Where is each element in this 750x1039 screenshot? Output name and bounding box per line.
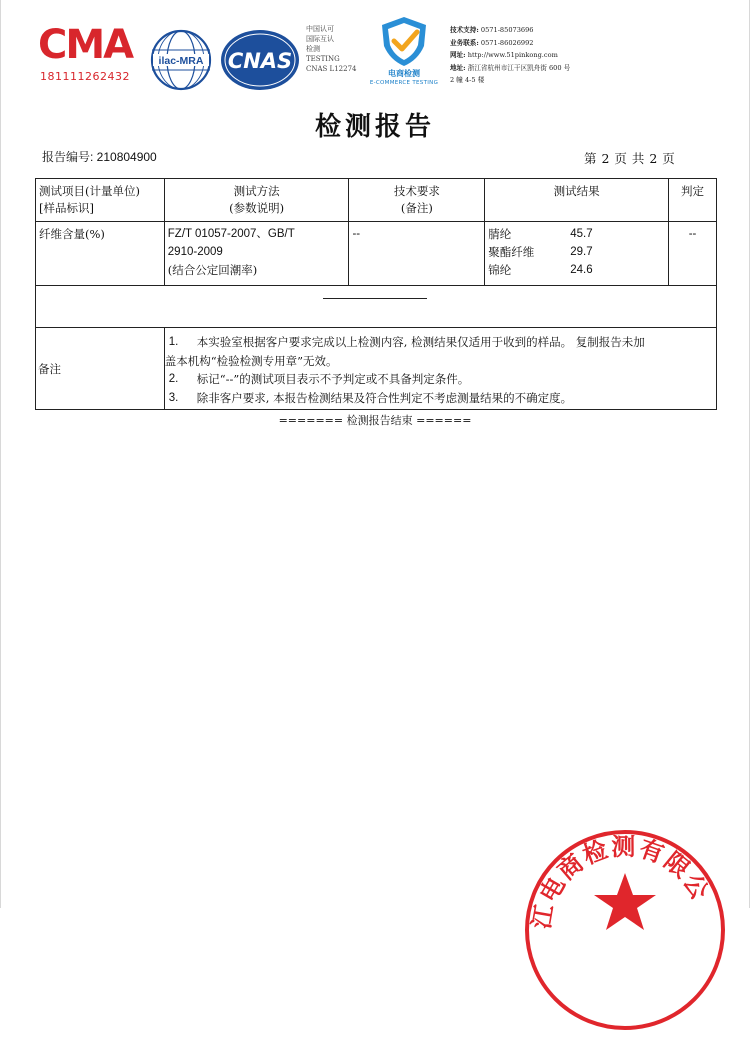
- note-line: 1. 本实验室根据客户要求完成以上检测内容, 检测结果仅适用于收到的样品。 复制报告未加: [168, 335, 645, 349]
- row-requirement: --: [349, 222, 485, 286]
- cnas-logo: [219, 28, 301, 92]
- cnas-line: CNAS L12274: [306, 65, 357, 73]
- seal-text: 江电商检测有限公: [526, 831, 716, 931]
- table-notes-row: [36, 328, 717, 410]
- page-indicator: 第 2 页 共 2 页: [584, 151, 676, 166]
- header-requirement: 技术要求 (备注): [349, 179, 485, 222]
- row-results: [485, 222, 669, 286]
- page-title: 检测报告: [314, 112, 435, 142]
- cma-number: 181111262432: [40, 70, 130, 83]
- header-item: 测试项目(计量单位) [样品标识]: [36, 179, 165, 222]
- ecommerce-testing-logo: [368, 14, 440, 88]
- header-result: 测试结果: [485, 179, 669, 222]
- note-line: 盖本机构“检验检测专用章”无效。: [164, 353, 338, 368]
- cnas-emblem-icon: [219, 28, 301, 92]
- row-judgement: --: [669, 222, 717, 286]
- contact-support: 技术支持: 0571-85073696: [450, 26, 534, 34]
- result-item: 聚酯纤维 29.7: [488, 245, 593, 259]
- result-item: 锦纶 24.6: [488, 263, 593, 277]
- results-table: [35, 178, 717, 410]
- blank-cell: [36, 286, 717, 328]
- contact-address: 地址: 浙江省杭州市江干区凯舟街 600 号: [450, 63, 571, 72]
- notes-label: 备注: [36, 328, 165, 410]
- contact-info: [450, 24, 740, 87]
- contact-address-line2: 2 幢 4-5 楼: [450, 76, 485, 85]
- table-row: [36, 222, 717, 286]
- official-seal: [520, 825, 730, 1035]
- cnas-accreditation-text: [306, 24, 362, 74]
- report-end-marker: ======= 检测报告结束 ======: [278, 414, 472, 427]
- ilac-globe-icon: [149, 28, 213, 92]
- report-number: 报告编号: 210804900: [42, 150, 157, 164]
- cma-logo-text: CMA: [38, 22, 133, 68]
- cnas-line: 国际互认: [306, 35, 334, 43]
- ilac-text: ilac-MRA: [158, 55, 204, 67]
- note-line: 2. 标记“--”的测试项目表示不予判定或不具备判定条件。: [168, 372, 470, 386]
- contact-web: 网址: http://www.51pinkong.com: [450, 51, 558, 60]
- table-header-row: [36, 179, 717, 222]
- notes-body: [164, 328, 716, 410]
- cnas-line: 检测: [306, 45, 320, 53]
- row-method: FZ/T 01057-2007、GB/T 2910-2009 (结合公定回潮率): [164, 222, 349, 286]
- header-judgement: 判定: [669, 179, 717, 222]
- cma-logo: [38, 24, 142, 86]
- ilac-mra-logo: [149, 28, 213, 92]
- row-item: 纤维含量(%): [36, 222, 165, 286]
- header-method: 测试方法 (参数说明): [164, 179, 349, 222]
- divider: [323, 298, 427, 299]
- ecommerce-cn-label: 电商检测: [388, 69, 420, 78]
- result-item: 腈纶 45.7: [488, 227, 593, 241]
- seal-star-icon: [594, 873, 656, 930]
- shield-check-icon: [368, 14, 440, 68]
- cnas-line: 中国认可: [306, 25, 334, 33]
- table-blank-row: [36, 286, 717, 328]
- note-line: 3. 除非客户要求, 本报告检测结果及符合性判定不考虑测量结果的不确定度。: [168, 390, 573, 405]
- contact-business: 业务联系: 0571-86026992: [450, 38, 534, 47]
- ecommerce-en-label: E-COMMERCE TESTING: [369, 80, 439, 86]
- seal-stamp-icon: [520, 825, 730, 1035]
- cnas-line: TESTING: [306, 55, 340, 63]
- cnas-text: CNAS: [227, 49, 293, 73]
